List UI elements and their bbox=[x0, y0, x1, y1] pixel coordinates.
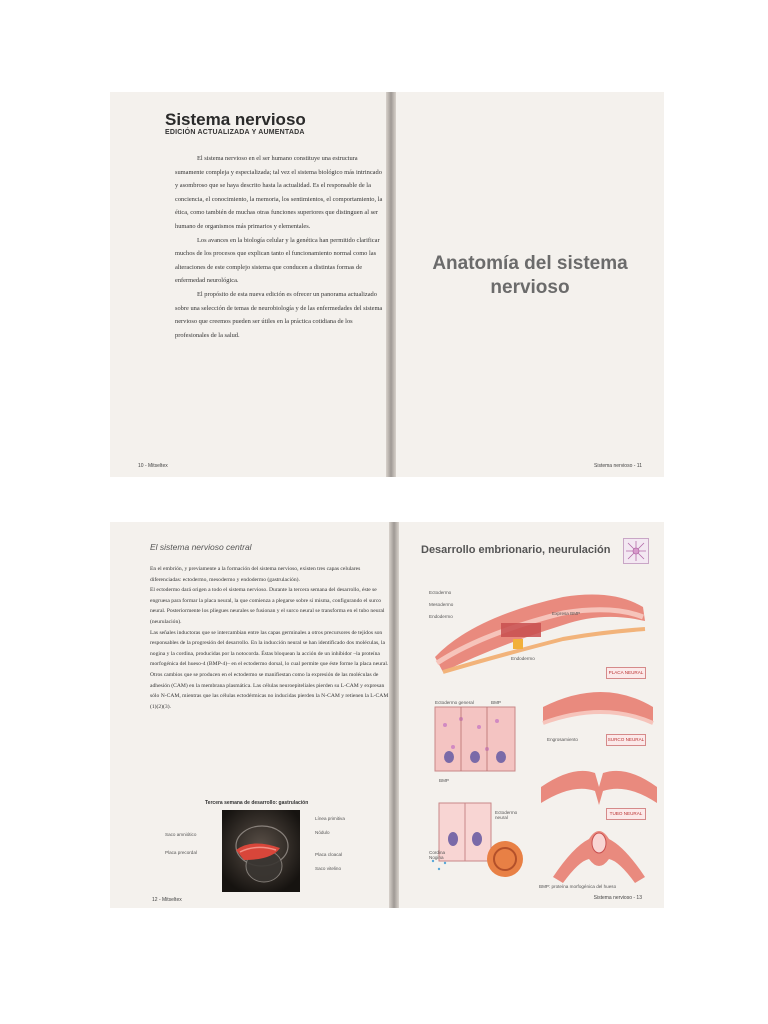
label-endodermo-bottom: Endodermo bbox=[511, 656, 535, 661]
paragraph: Los avances en la biología celular y la genética han permitido clarificar muchos de los procesos que explican tanto el funcionamiento normal como las alteraciones de este complejo sistema que conducen a distintas formas de enfermedad neurológica. bbox=[175, 236, 380, 285]
page-title: Sistema nervioso bbox=[165, 110, 306, 129]
paragraph: Las señales inductoras que se intercambian entre las capas germinales a otros precursores de tejidos son responsables de la progresión del desarrollo. En la inducción neural se han identificado dos moléculas, la nogina y la cordina, producidas por la notocorda. Éstas bloquean la acción de un inhibidor –la proteína morfogénica del hueso-4 (BMP-4)– en el ectodermo dorsal, lo cual permite que éste forme la placa neural. Otros cambios que se producen en el ectodermo se manifiestan como la expresión de las moléculas de adhesión (CAM) en la membrana plasmática. Las células neuroepiteliales pierden su L-CAM y expresan sólo N-CAM, mientras que las células ectodérmicas no inducidas pierden la N-CAM y retienen la L-CAM (1)(2)(3). bbox=[150, 629, 389, 710]
box-surco-neural: SURCO NEURAL bbox=[606, 734, 646, 746]
label-placa-precordal: Placa precordal bbox=[165, 850, 197, 855]
section-title: El sistema nervioso central bbox=[150, 542, 252, 552]
page-footer: Sistema nervioso - 11 bbox=[594, 463, 642, 469]
label-expresa-bmp: Expresa BMP bbox=[552, 611, 581, 616]
bmp-note: BMP: proteína morfogénica del hueso bbox=[539, 884, 617, 889]
page-right-top bbox=[396, 92, 664, 477]
label-saco-amniotico: Saco amniótico bbox=[165, 832, 197, 837]
label-bmp: BMP bbox=[491, 700, 501, 705]
paragraph: El ectodermo dará origen a todo el sistema nervioso. Durante la tercera semana del desarrollo, éste se engruesa para formar la placa neural, la que comienza a plegarse sobre sí misma, configurando el surco neural. Posteriormente los pliegues neurales se fusionan y el surco neural se transforma en el tubo neural (neurulación). bbox=[150, 587, 385, 625]
chapter-title: Anatomía del sistema nervioso bbox=[432, 253, 628, 298]
book-gutter bbox=[389, 522, 399, 908]
page-right-bottom bbox=[399, 522, 664, 908]
label-saco-vitelino: Saco vitelino bbox=[315, 866, 342, 871]
label-placa-cloacal: Placa cloacal bbox=[315, 852, 343, 857]
paragraph: El propósito de esta nueva edición es ofrecer un panorama actualizado sobre una selección de temas de neurobiología y de las enfermedades del sistema nervioso que creemos pueden ser útiles en la práctica cotidiana de los profesionales de la salud. bbox=[175, 290, 383, 339]
page-footer: 12 - Mitseltex bbox=[152, 897, 182, 903]
page-footer: 10 - Mitseltex bbox=[138, 463, 168, 469]
label-bmp-2: BMP bbox=[439, 778, 449, 783]
top-spread bbox=[110, 92, 664, 477]
label-cordina-nogina: Cordina Nogina bbox=[429, 850, 446, 860]
body-text bbox=[150, 564, 390, 712]
body-text bbox=[175, 152, 385, 342]
page-footer: Sistema nervioso - 13 bbox=[593, 895, 642, 901]
label-mesodermo: Mesodermo bbox=[429, 602, 454, 607]
label-nodulo: Nódulo bbox=[315, 830, 330, 835]
figure-caption: Tercera semana de desarrollo: gastrulación bbox=[205, 800, 309, 806]
bottom-spread bbox=[110, 522, 664, 908]
neuron-icon bbox=[623, 538, 649, 564]
box-placa-neural: PLACA NEURAL bbox=[606, 667, 646, 679]
page-title: Desarrollo embrionario, neurulación bbox=[421, 544, 611, 556]
gastrulation-image bbox=[222, 810, 300, 892]
label-ectodermo-general: Ectodermo general bbox=[435, 700, 474, 705]
label-linea-primitiva: Línea primitiva bbox=[315, 816, 345, 821]
box-tubo-neural: TUBO NEURAL bbox=[606, 808, 646, 820]
page-subtitle: EDICIÓN ACTUALIZADA Y AUMENTADA bbox=[165, 129, 305, 136]
label-engrosamiento: Engrosamiento bbox=[547, 737, 578, 742]
label-endodermo: Endodermo bbox=[429, 614, 453, 619]
paragraph: El sistema nervioso en el ser humano constituye una estructura sumamente compleja y especializada; tal vez el sistema biológico más intrincado y asombroso que se haya descrito hasta la actualidad. Es el responsable de la conciencia, el conocimiento, la memoria, los sentimientos, el comportamiento, la ética, como también de muchas otras funciones superiores que distinguen al ser humano de organismos más primarios y elementales. bbox=[175, 155, 383, 230]
page-left-bottom bbox=[110, 522, 393, 908]
paragraph: En el embrión, y previamente a la formación del sistema nervioso, existen tres capas celulares diferenciadas: ectodermo, mesodermo y endodermo (gastrulación). bbox=[150, 566, 361, 583]
book-gutter bbox=[386, 92, 396, 477]
page-left-top bbox=[110, 92, 389, 477]
label-ectodermo-neural: Ectodermo neural bbox=[495, 810, 518, 820]
label-ectodermo: Ectodermo bbox=[429, 590, 452, 595]
